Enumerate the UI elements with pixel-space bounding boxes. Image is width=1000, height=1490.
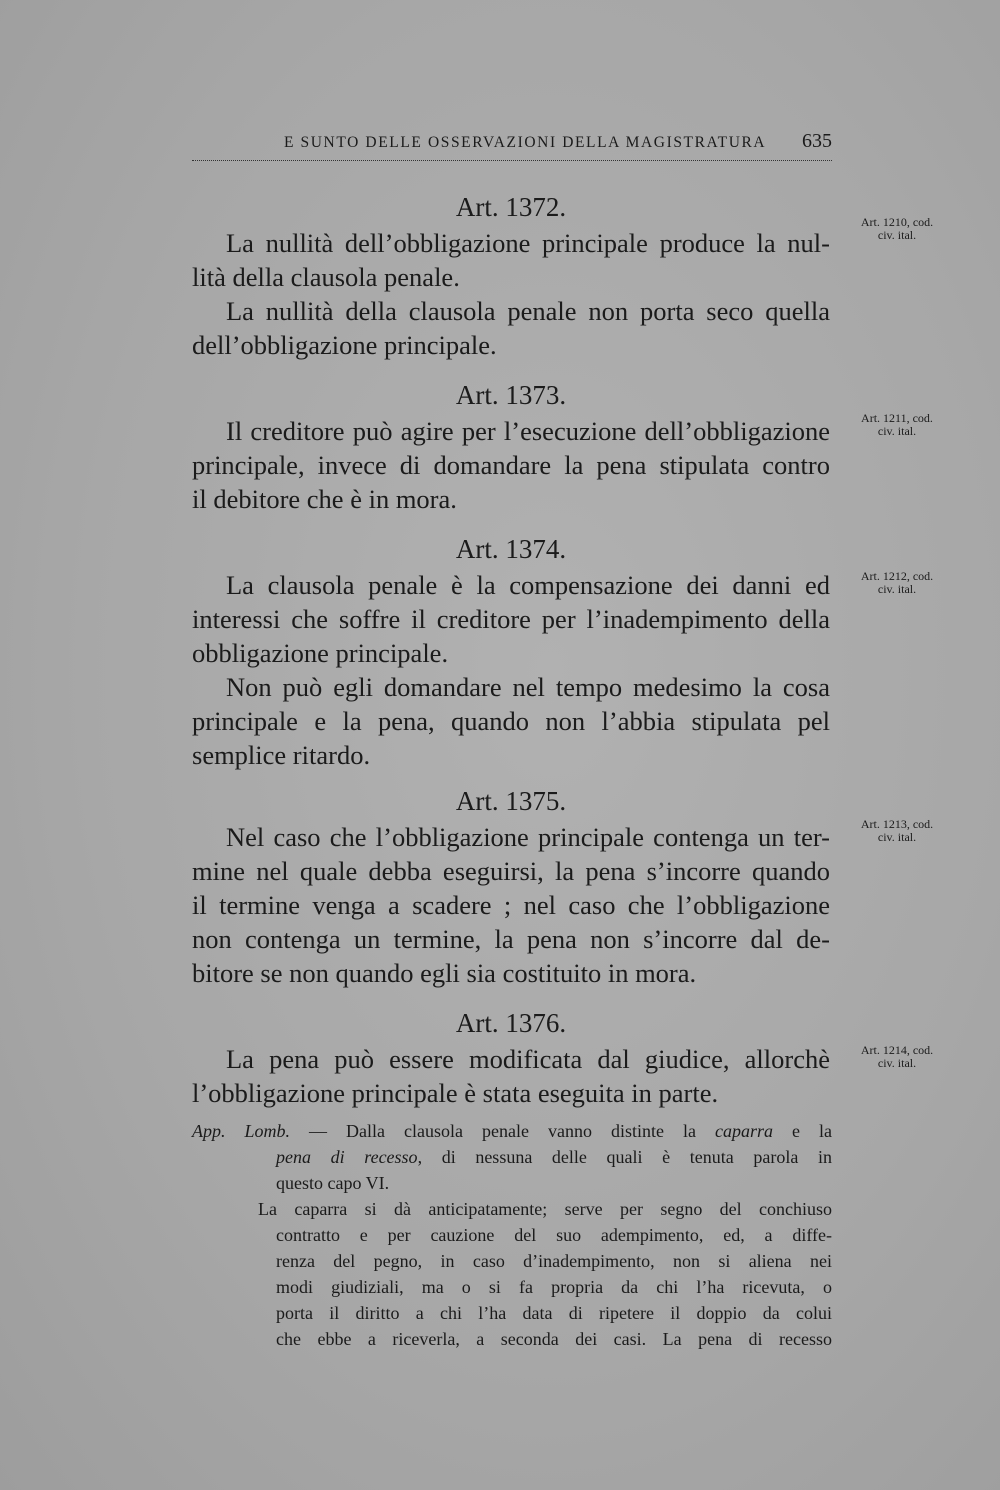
article-line: dell’obbligazione principale. xyxy=(192,330,497,360)
note-line: renza del pegno, in caso d’inadempimento, non si aliena nei xyxy=(276,1251,832,1271)
article-1373 xyxy=(192,378,830,516)
note-line: modi giudiziali, ma o si fa propria da chi l’ha ricevuta, o xyxy=(276,1277,832,1297)
article-heading: Art. 1374. xyxy=(455,534,567,564)
article-line: principale, invece di domandare la pena stipulata contro xyxy=(192,450,830,480)
commentary-note xyxy=(192,1118,832,1352)
note-line: che ebbe a riceverla, a seconda dei casi. La pena di recesso xyxy=(276,1329,832,1349)
note-italic-term: caparra xyxy=(715,1121,773,1141)
running-header xyxy=(192,130,832,161)
running-title: E SUNTO DELLE OSSERVAZIONI DELLA MAGISTRATURA xyxy=(284,134,767,151)
margin-note-line: Art. 1210, cod. xyxy=(860,215,934,229)
article-line: mine nel quale debba eseguirsi, la pena s’incorre quando xyxy=(192,856,830,886)
article-line: il termine venga a scadere ; nel caso che l’obbligazione xyxy=(192,890,830,920)
article-line: bitore se non quando egli sia costituito in mora. xyxy=(192,958,697,988)
article-1375 xyxy=(192,784,830,990)
margin-note-line: civ. ital. xyxy=(877,582,917,596)
note-italic-term: pena di recesso xyxy=(276,1147,418,1167)
article-line: La clausola penale è la compensazione dei danni ed xyxy=(226,570,830,600)
margin-note-1372 xyxy=(842,216,952,242)
article-heading: Art. 1372. xyxy=(455,192,567,222)
article-line: l’obbligazione principale è stata eseguita in parte. xyxy=(192,1078,719,1108)
margin-note-line: Art. 1211, cod. xyxy=(861,411,933,425)
margin-note-line: civ. ital. xyxy=(877,1056,917,1070)
note-line: contratto e per cauzione del suo adempimento, ed, a diffe- xyxy=(276,1225,832,1245)
article-line: La pena può essere modificata dal giudice, allorchè xyxy=(226,1044,830,1074)
margin-note-1375 xyxy=(842,818,952,844)
note-source: App. Lomb. xyxy=(192,1121,291,1141)
article-1372 xyxy=(192,190,830,362)
article-line: Non può egli domandare nel tempo medesimo la cosa xyxy=(226,672,830,702)
article-line: obbligazione principale. xyxy=(192,638,449,668)
note-line: questo capo VI. xyxy=(276,1173,390,1193)
note-text: e la xyxy=(773,1121,832,1141)
margin-note-line: civ. ital. xyxy=(877,830,917,844)
note-line: La caparra si dà anticipatamente; serve per segno del conchiuso xyxy=(258,1199,832,1219)
margin-note-1374 xyxy=(842,570,952,596)
margin-note-line: Art. 1213, cod. xyxy=(860,817,934,831)
note-text: Dalla clausola penale vanno distinte la xyxy=(346,1121,715,1141)
note-line xyxy=(192,1144,832,1170)
note-line: porta il diritto a chi l’ha data di ripetere il doppio da colui xyxy=(276,1303,832,1323)
note-line xyxy=(192,1118,832,1144)
article-line: La nullità della clausola penale non porta seco quella xyxy=(226,296,830,326)
article-line: principale e la pena, quando non l’abbia stipulata pel xyxy=(192,706,830,736)
margin-note-1373 xyxy=(842,412,952,438)
article-line: lità della clausola penale. xyxy=(192,262,460,292)
article-1376 xyxy=(192,1006,830,1110)
article-line: interessi che soffre il creditore per l’inadempimento della xyxy=(192,604,830,634)
article-heading: Art. 1376. xyxy=(455,1008,567,1038)
margin-note-line: civ. ital. xyxy=(877,228,917,242)
article-line: Nel caso che l’obbligazione principale contenga un ter- xyxy=(226,822,830,852)
article-line: semplice ritardo. xyxy=(192,740,371,770)
margin-note-line: civ. ital. xyxy=(877,424,917,438)
article-line: non contenga un termine, la pena non s’incorre dal de- xyxy=(192,924,830,954)
margin-note-line: Art. 1214, cod. xyxy=(860,1043,934,1057)
article-line: Il creditore può agire per l’esecuzione dell’obbligazione xyxy=(226,416,830,446)
article-1374 xyxy=(192,532,830,772)
margin-note-1376 xyxy=(842,1044,952,1070)
article-line: il debitore che è in mora. xyxy=(192,484,457,514)
margin-note-line: Art. 1212, cod. xyxy=(860,569,934,583)
note-dash: — xyxy=(290,1121,347,1141)
article-line: La nullità dell’obbligazione principale produce la nul- xyxy=(226,228,830,258)
article-heading: Art. 1375. xyxy=(455,786,567,816)
note-text: , di nessuna delle quali è tenuta parola in xyxy=(417,1147,832,1167)
article-heading: Art. 1373. xyxy=(455,380,567,410)
page-number: 635 xyxy=(802,130,832,152)
